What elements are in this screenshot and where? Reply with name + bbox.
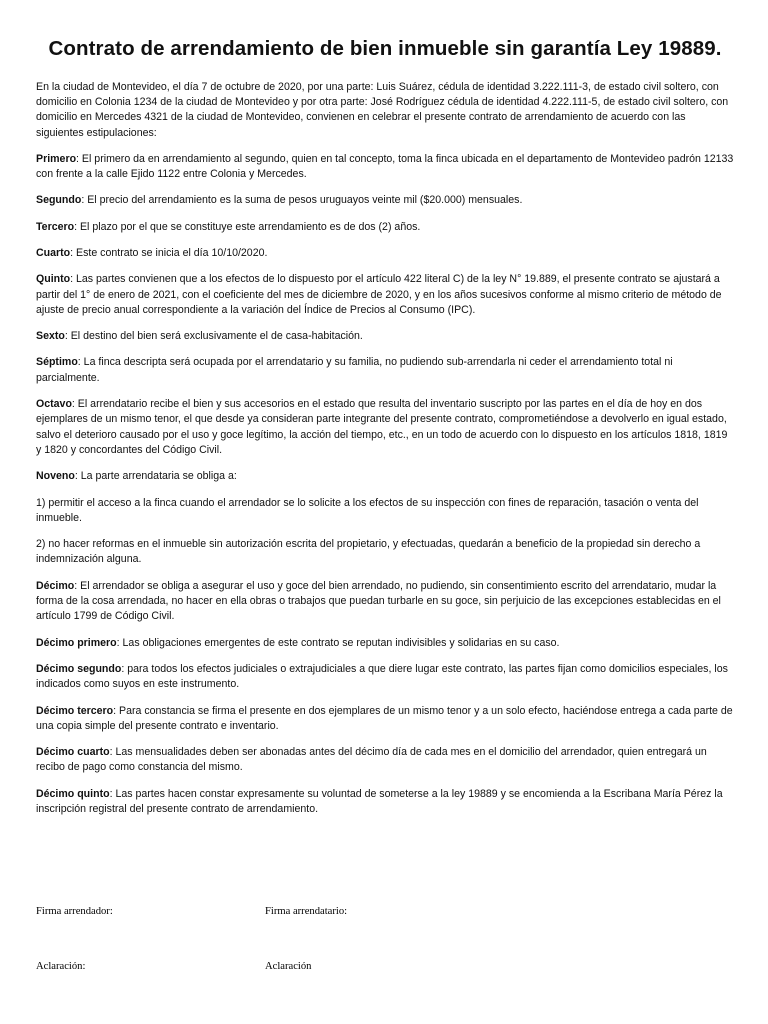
clause-label: Segundo — [36, 194, 82, 207]
clause-text: : El arrendador se obliga a asegurar el uso y goce del bien arrendado, no pudiendo, sin consentimiento escrito del arrendatario, mudar la forma de la cosa arrendada, no hacer en ella obras o trabajos que puedan turbarle en su goce, sin perjuicio de las excepciones establecidas en el artículo 1799 de Código Civil. — [36, 579, 721, 623]
clause-octavo — [36, 397, 734, 458]
clause-decimo-tercero — [36, 704, 734, 735]
clause-tercero — [36, 220, 734, 235]
clause-label: Décimo cuarto — [36, 746, 110, 759]
clause-text: : Para constancia se firma el presente en dos ejemplares de un mismo tenor y a un solo efecto, haciéndose entrega a cada parte de una copia simple del presente contrato e inventario. — [36, 704, 733, 732]
clause-decimo-cuarto — [36, 745, 734, 776]
clause-label: Quinto — [36, 273, 71, 286]
clause-noveno-item-2 — [36, 537, 734, 568]
signature-landlord-label: Firma arrendador: — [36, 906, 113, 917]
clause-sexto — [36, 329, 734, 344]
clauses-list — [36, 152, 734, 818]
clause-label: Décimo — [36, 579, 75, 592]
clause-text: : Este contrato se inicia el día 10/10/2020. — [70, 247, 268, 259]
document-title: Contrato de arrendamiento de bien inmueble sin garantía Ley 19889. — [48, 37, 722, 60]
signature-tenant-label: Firma arrendatario: — [265, 906, 348, 917]
clause-label: Sexto — [36, 330, 65, 343]
clause-label: Noveno — [36, 470, 75, 483]
clause-text: : La finca descripta será ocupada por el arrendatario y su familia, no pudiendo sub-arrendarla ni ceder el arrendamiento total ni parcialmente. — [36, 356, 673, 384]
clause-text: 2) no hacer reformas en el inmueble sin autorización escrita del propietario, y efectuadas, quedarán a beneficio de la propiedad sin derecho a indemnización alguna. — [36, 538, 701, 566]
clause-text: : Las obligaciones emergentes de este contrato se reputan indivisibles y solidarias en su caso. — [116, 636, 560, 649]
clause-label: Séptimo — [36, 356, 78, 369]
clause-label: Cuarto — [36, 247, 71, 259]
clause-label: Décimo tercero — [36, 704, 114, 717]
clause-text: : El destino del bien será exclusivamente el de casa-habitación. — [64, 330, 363, 343]
clause-label: Décimo primero — [36, 636, 117, 649]
clause-decimo — [36, 579, 734, 625]
clarification-landlord-label: Aclaración: — [36, 961, 86, 972]
clause-septimo — [36, 355, 734, 386]
clarification-row — [36, 959, 494, 974]
clause-text: : Las mensualidades deben ser abonadas antes del décimo día de cada mes en el domicilio del arrendador, quien entregará un recibo de pago como constancia del mismo. — [36, 746, 707, 774]
clause-text: : Las partes hacen constar expresamente su voluntad de someterse a la ley 19889 y se encomienda a la Escribana María Pérez la inscripción registral del presente contrato de arrendamiento. — [36, 787, 723, 816]
clause-decimo-quinto — [36, 787, 734, 818]
clause-quinto — [36, 272, 734, 318]
intro-paragraph: En la ciudad de Montevideo, el día 7 de octubre de 2020, por una parte: Luis Suárez, cédula de identidad 3.222.111-3, de estado civil soltero, con domicilio en Colonia 1234 de la ciudad de Montevideo y por otra parte: José Rodríguez cédula de identidad 4.222.111-5, de estado civil soltero, con domicilio en Mercedes 4321 de la ciudad de Montevideo, convienen en celebrar el presente contrato de arrendamiento de acuerdo con las siguientes estipulaciones: — [36, 80, 729, 139]
clause-decimo-segundo — [36, 662, 734, 693]
clause-text: : para todos los efectos judiciales o extrajudiciales a que diere lugar este contrato, las partes fijan como domicilios especiales, los indicados como suyos en este instrumento. — [36, 662, 728, 691]
clause-cuarto — [36, 246, 734, 261]
clause-decimo-primero — [36, 636, 734, 651]
clause-text: : El primero da en arrendamiento al segundo, quien en tal concepto, toma la finca ubicada en el departamento de Montevideo padrón 12133 con frente a la calle Ejido 1122 entre Colonia y Mercedes. — [36, 152, 734, 181]
clause-label: Décimo quinto — [36, 787, 110, 800]
clause-text: : La parte arrendataria se obliga a: — [74, 470, 237, 483]
clause-label: Primero — [36, 152, 77, 165]
clause-text: 1) permitir el acceso a la finca cuando el arrendador se lo solicite a los efectos de su inspección con fines de reparación, tasación o venta del inmueble. — [36, 496, 699, 524]
clause-noveno-item-1 — [36, 496, 734, 527]
clause-primero — [36, 152, 734, 183]
clause-label: Tercero — [36, 220, 75, 233]
clause-text: : El arrendatario recibe el bien y sus accesorios en el estado que resulta del inventario suscripto por las partes en el día de hoy en dos ejemplares de un mismo tenor, el que desde ya consideran parte integrante del presente contrato, comprometiéndose a devolverlo en igual estado, salvo el deterioro causado por el uso y goce legítimo, la acción del tiempo, etc., en un todo de acuerdo con lo dispuesto en los artículos 1818, 1819 y 1820 y concordantes del Código Civil. — [36, 398, 728, 456]
clause-noveno — [36, 469, 734, 484]
clause-label: Octavo — [36, 398, 72, 411]
clause-label: Décimo segundo — [36, 662, 122, 675]
signature-row — [36, 904, 494, 919]
clause-segundo — [36, 193, 734, 208]
clarification-tenant-label: Aclaración — [265, 961, 312, 972]
clause-text: : Las partes convienen que a los efectos de lo dispuesto por el artículo 422 literal C) de la ley N° 19.889, el presente contrato se ajustará a partir del 1° de enero de 2021, con el coeficiente del mes de diciembre de 2020, y en los años sucesivos conforme al mismo criterio de método de ajuste de precio anual correspondiente a la variación del Índice de Precios al Consumo (IPC). — [36, 273, 722, 316]
clause-text: : El precio del arrendamiento es la suma de pesos uruguayos veinte mil ($20.000) mensuales. — [81, 194, 523, 207]
clause-text: : El plazo por el que se constituye este arrendamiento es de dos (2) años. — [74, 220, 421, 233]
